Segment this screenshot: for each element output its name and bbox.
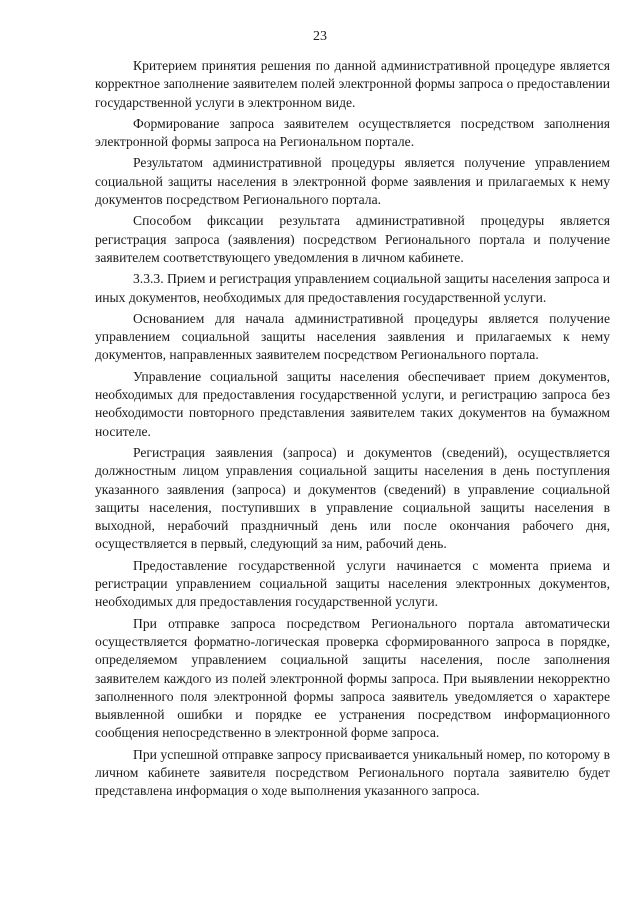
paragraph-9: Предоставление государственной услуги начинается с момента приема и регистрации управлением социальной защиты населения электронных документов, необходимых для предоставления государственной услуги. — [95, 557, 610, 610]
paragraph-8: Регистрация заявления (запроса) и документов (сведений), осуществляется должностным лицом управления социальной защиты населения в день поступления указанного заявления (запроса) и документов (сведений) в управление социальной защиты населения, поступивших в управление социальной защиты населения в выходной, нерабочий праздничный день или после окончания рабочего дня, осуществляется в первый, следующий за ним, рабочий день. — [95, 444, 610, 552]
document-body — [95, 57, 610, 804]
paragraph-11: При успешной отправке запросу присваивается уникальный номер, по которому в личном кабинете заявителя посредством Регионального портала заявителю будет представлена информация о ходе выполнения указанного запроса. — [95, 746, 610, 799]
paragraph-2: Формирование запроса заявителем осуществляется посредством заполнения электронной формы запроса на Региональном портале. — [95, 115, 610, 150]
paragraph-1: Критерием принятия решения по данной административной процедуре является корректное заполнение заявителем полей электронной формы запроса о предоставлении государственной услуги в электронном виде. — [95, 58, 610, 110]
paragraph-10: При отправке запроса посредством Регионального портала автоматически осуществляется форматно-логическая проверка сформированного запроса в порядке, определяемом управлением социальной защиты населения, после заполнения заявителем каждого из полей электронной формы запроса. При выявлении некорректно заполненного поля электронной формы запроса заявитель уведомляется о характере выявленной ошибки и порядке ее устранения посредством информационного сообщения непосредственно в электронной форме запроса. — [95, 615, 610, 741]
paragraph-4: Способом фиксации результата административной процедуры является регистрация запроса (заявления) посредством Регионального портала и получение заявителем соответствующего уведомления в личном кабинете. — [95, 213, 610, 265]
paragraph-6: Основанием для начала административной процедуры является получение управлением социальной защиты населения заявления и прилагаемых к нему документов, направленных заявителем посредством Регионального портала. — [95, 310, 610, 363]
section-heading-3-3-3: 3.3.3. Прием и регистрация управлением социальной защиты населения запроса и иных документов, необходимых для предоставления государственной услуги. — [95, 271, 610, 305]
paragraph-3: Результатом административной процедуры является получение управлением социальной защиты населения в электронной форме заявления и прилагаемых к нему документов посредством Регионального портала. — [95, 155, 610, 208]
paragraph-7: Управление социальной защиты населения обеспечивает прием документов, необходимых для предоставления государственной услуги, и регистрацию запроса без необходимости повторного представления заявителем таких документов на бумажном носителе. — [95, 368, 610, 439]
page-number: 23 — [313, 29, 327, 44]
